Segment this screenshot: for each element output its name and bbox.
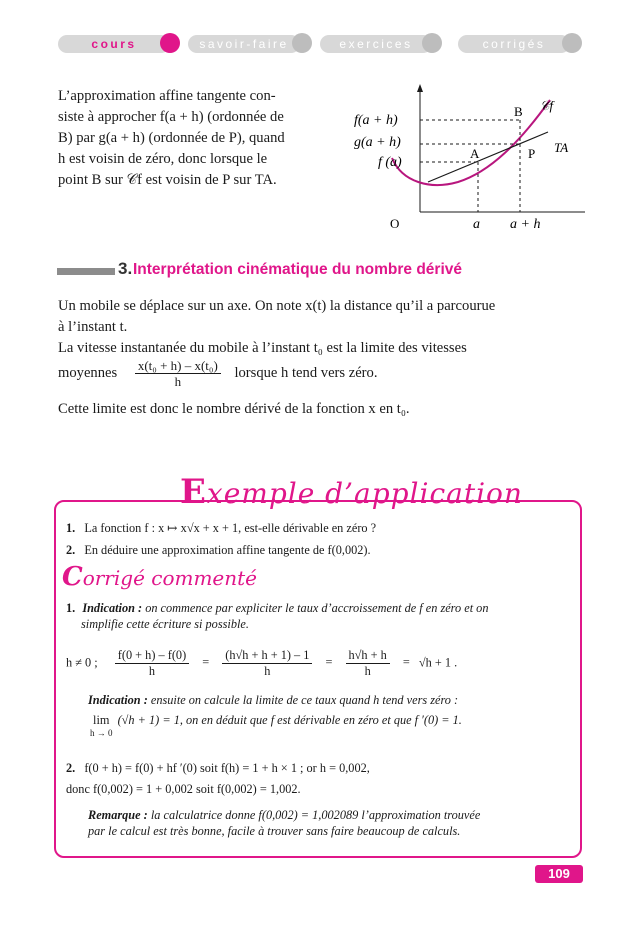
answer-1-indication [66,600,578,632]
limit-word: lim [93,713,110,727]
label-o: O [390,216,400,231]
limit-text: (√h + 1) = 1, on en déduit que f est dérivable en zéro et que f ′(0) = 1. [117,713,462,727]
indication-text: on commence par expliciter le taux d’accroissement de f en zéro et on [145,601,489,615]
h-condition: h ≠ 0 ; [66,655,98,670]
tab-corriges[interactable]: corrigés [458,35,570,53]
section-fraction-line [58,358,580,389]
limit-line [88,712,578,738]
tab-exercices-dot-icon [422,33,442,53]
intro-line: h est voisin de zéro, donc lorsque le [58,151,268,167]
limit-subscript: h → 0 [90,728,113,738]
section-conclusion [58,399,580,420]
indication-text-2: simplifie cette écriture si possible. [81,617,249,631]
indication-2 [88,692,578,708]
limit-block [90,712,113,738]
tangent-diagram [340,72,590,242]
question-text: La fonction f : x ↦ x√x + x + 1, est-elle dérivable en zéro ? [84,521,377,535]
answer-2-cont [66,781,578,797]
indication-label: Indication : [88,693,148,707]
section-bar [57,268,115,275]
rate-result: √h + 1 . [418,655,458,670]
label-gah: g(a + h) [354,135,401,150]
label-ta: TA [554,140,569,155]
equals-sign: = [202,655,210,670]
corrige-title-rest: orrigé commenté [82,566,258,590]
answer-text: f(0 + h) = f(0) + hf ′(0) soit f(h) = 1 + h × 1 ; or h = 0,002, [84,761,370,775]
answer-text: donc f(0,002) = 1 + 0,002 soit f(0,002) = 1,002. [66,782,301,796]
fraction-denominator: h [174,374,182,389]
remark-text: la calculatrice donne f(0,002) = 1,002089 l’approximation trouvée [150,808,481,822]
section-title: Interprétation cinématique du nombre dérivé [133,261,463,278]
rate-fraction-1 [115,648,189,679]
page-number: 109 [535,865,583,883]
fraction-numerator: f(0 + h) – f(0) [115,648,189,664]
fraction-numerator: x(t₀ + h) – x(t₀) [135,358,221,374]
tab-savoir-faire-dot-icon [292,33,312,53]
remark [88,807,578,839]
y-axis-arrow-icon [417,84,423,92]
intro-line: B) par g(a + h) (ordonnée de P), quand [58,130,285,146]
remark-text-2: par le calcul est très bonne, facile à trouver sans faire beaucoup de calculs. [88,824,461,838]
question-1 [66,520,576,536]
label-ah: a + h [510,217,541,232]
velocity-fraction [135,358,221,389]
tab-cours-dot-icon [160,33,180,53]
question-text: En déduire une approximation affine tangente de f(0,002). [84,543,371,557]
fraction-numerator: (h√h + h + 1) – 1 [222,648,312,664]
answer-number: 1. [66,601,76,615]
section-paragraph [58,296,580,359]
remark-label: Remarque : [88,808,148,822]
section-line: à l’instant t. [58,319,128,335]
intro-paragraph [58,86,336,191]
example-title-first: E [180,472,207,512]
section-text: moyennes [58,364,118,381]
tab-exercices[interactable]: exercices [320,35,432,53]
question-number: 1. [66,521,76,535]
section-text: lorsque h tend vers zéro. [234,364,378,381]
curve-cf [392,100,550,185]
intro-line: point B sur 𝒞f est voisin de P sur TA. [58,172,277,188]
section-line: La vitesse instantanée du mobile à l’instant t₀ est la limite des vitesses [58,340,467,356]
corrige-title-first: C [62,562,83,592]
fraction-denominator: h [148,664,156,678]
question-number: 2. [66,543,76,557]
rate-equation [66,648,578,679]
section-line: Cette limite est donc le nombre dérivé de la fonction x en t₀. [58,401,410,417]
label-a: a [473,217,480,232]
corrige-title [62,562,257,592]
equals-sign: = [325,655,333,670]
tab-corriges-dot-icon [562,33,582,53]
section-number: 3. [118,259,133,278]
label-fa: f (a) [378,155,402,170]
tab-savoir-faire[interactable]: savoir-faire [188,35,300,53]
rate-fraction-3 [346,648,390,679]
example-title-rest: xemple d’application [206,477,523,510]
answer-number: 2. [66,761,76,775]
fraction-denominator: h [364,664,371,678]
fraction-denominator: h [264,664,271,678]
tab-cours[interactable]: cours [58,35,170,53]
indication-label: Indication : [82,601,143,615]
equals-sign: = [402,655,410,670]
answer-2 [66,760,578,776]
label-p: P [528,146,536,161]
intro-line: L’approximation affine tangente con- [58,88,276,104]
question-2 [66,542,576,558]
rate-fraction-2 [222,648,312,679]
indication-text: ensuite on calcule la limite de ce taux quand h tend vers zéro : [150,693,459,707]
label-b: B [514,104,523,119]
fraction-numerator: h√h + h [346,648,390,664]
label-cf: 𝒞f [540,98,554,113]
intro-line: siste à approcher f(a + h) (ordonnée de [58,109,284,125]
label-fah: f(a + h) [354,113,398,128]
section-line: Un mobile se déplace sur un axe. On note x(t) la distance qu’il a parcourue [58,298,496,314]
label-a-point: A [470,146,480,161]
